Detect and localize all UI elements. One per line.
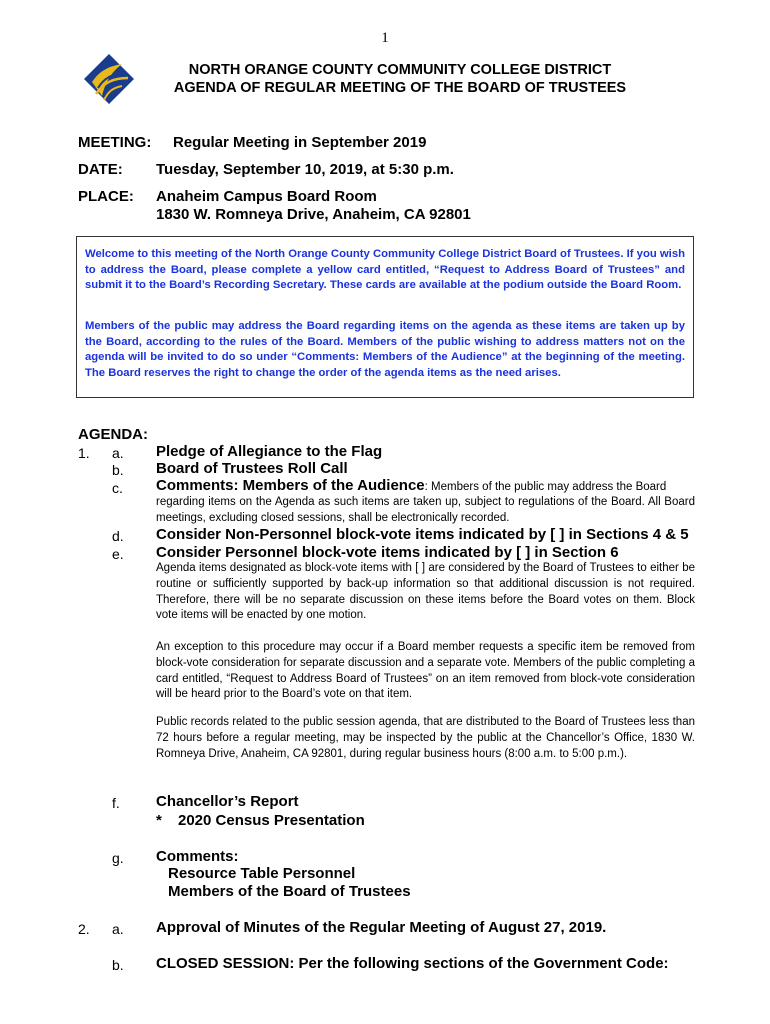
place-line-1: Anaheim Campus Board Room: [156, 188, 377, 205]
place-label: PLACE:: [78, 188, 134, 205]
item-a-text: Pledge of Allegiance to the Flag: [156, 443, 383, 460]
item-b-label: b.: [112, 462, 124, 478]
date-label: DATE:: [78, 161, 123, 178]
block-vote-paragraph-2: An exception to this procedure may occur if a Board member requests a specific item be removed from block-vote consideration for separate discussion and a separate vote. Members of the public completing a card entitled, “Request to Address Board of Trustees” on an item removed from block-vote consideration will be heard prior to the Board’s vote on that item.: [156, 641, 695, 701]
section-number-2: 2.: [78, 921, 90, 937]
item-d-label: d.: [112, 528, 124, 544]
item-2b-rest: : Per the following sections of the Government Code:: [289, 955, 669, 972]
block-vote-paragraph-1: Agenda items designated as block-vote items with [ ] are considered by the Board of Trustees to either be routine or sufficiently supported by back-up information so that additional discussion is not required. Therefore, there will be no separate discussion on these items before the Board votes on them. Block vote items will be enacted by one motion.: [156, 562, 695, 622]
item-g-text: Comments:: [156, 848, 239, 865]
item-e-label: e.: [112, 546, 124, 562]
item-2b-label: b.: [112, 957, 124, 973]
page-number: 1: [381, 30, 389, 46]
item-c-heading: [156, 477, 666, 495]
item-2b-text: [156, 955, 669, 972]
item-2b-title: CLOSED SESSION: [156, 955, 290, 972]
title-line-1: NORTH ORANGE COUNTY COMMUNITY COLLEGE DISTRICT: [188, 62, 612, 78]
item-f-bullet: *: [156, 812, 162, 829]
item-f-text: Chancellor’s Report: [156, 793, 299, 810]
item-f-subitem: 2020 Census Presentation: [178, 812, 365, 829]
public-records-paragraph: Public records related to the public session agenda, that are distributed to the Board of Trustees less than 72 hours before a regular meeting, may be inspected by the public at the Chancellor’s Office, 1830 W. Romneya Drive, Anaheim, CA 92801, during regular business hours (8:00 a.m. to 5:00 p.m.).: [156, 716, 695, 760]
item-g-label: g.: [112, 850, 124, 866]
date-value: Tuesday, September 10, 2019, at 5:30 p.m.: [156, 161, 454, 178]
item-2a-text: Approval of Minutes of the Regular Meeting of August 27, 2019.: [156, 919, 607, 936]
place-line-2: 1830 W. Romneya Drive, Anaheim, CA 92801: [156, 206, 471, 223]
item-a-label: a.: [112, 445, 124, 461]
item-d-text: Consider Non-Personnel block-vote items indicated by [ ] in Sections 4 & 5: [156, 526, 689, 543]
item-2a-label: a.: [112, 921, 124, 937]
item-c-title: Comments: Members of the Audience: [156, 477, 425, 494]
item-c-description: regarding items on the Agenda as such items are taken up, subject to regulations of the Board. All Board meetings, excluding closed sessions, shall be electronically recorded.: [156, 496, 695, 524]
item-f-label: f.: [112, 795, 120, 811]
item-b-text: Board of Trustees Roll Call: [156, 460, 348, 477]
notice-paragraph-members: Members of the public may address the Board regarding items on the agenda as these items are taken up by the Board, according to the rules of the Board. Members of the public wishing to address matters not on the agenda will be invited to do so under “Comments: Members of the Audience” at the beginning of the meeting. The Board reserves the right to change the order of the agenda items as the need arises.: [85, 320, 685, 379]
meeting-value: Regular Meeting in September 2019: [173, 134, 427, 151]
title-line-2: AGENDA OF REGULAR MEETING OF THE BOARD OF TRUSTEES: [173, 80, 627, 96]
item-g-subitem-1: Resource Table Personnel: [168, 865, 356, 882]
public-notice-box: [76, 236, 694, 398]
meeting-label: MEETING:: [78, 134, 152, 151]
item-c-label: c.: [112, 480, 123, 496]
agenda-heading: AGENDA:: [78, 426, 148, 443]
notice-paragraph-welcome: Welcome to this meeting of the North Orange County Community College District Board of Trustees. If you wish to address the Board, please complete a yellow card entitled, “Request to Address Board of Trustees” and submit it to the Board’s Recording Secretary. These cards are available at the podium outside the Board Room.: [85, 248, 685, 291]
section-number-1: 1.: [78, 445, 90, 461]
item-c-desc-first: : Members of the public may address the Board: [424, 481, 667, 493]
item-g-subitem-2: Members of the Board of Trustees: [168, 883, 411, 900]
item-e-text: Consider Personnel block-vote items indicated by [ ] in Section 6: [156, 544, 619, 561]
